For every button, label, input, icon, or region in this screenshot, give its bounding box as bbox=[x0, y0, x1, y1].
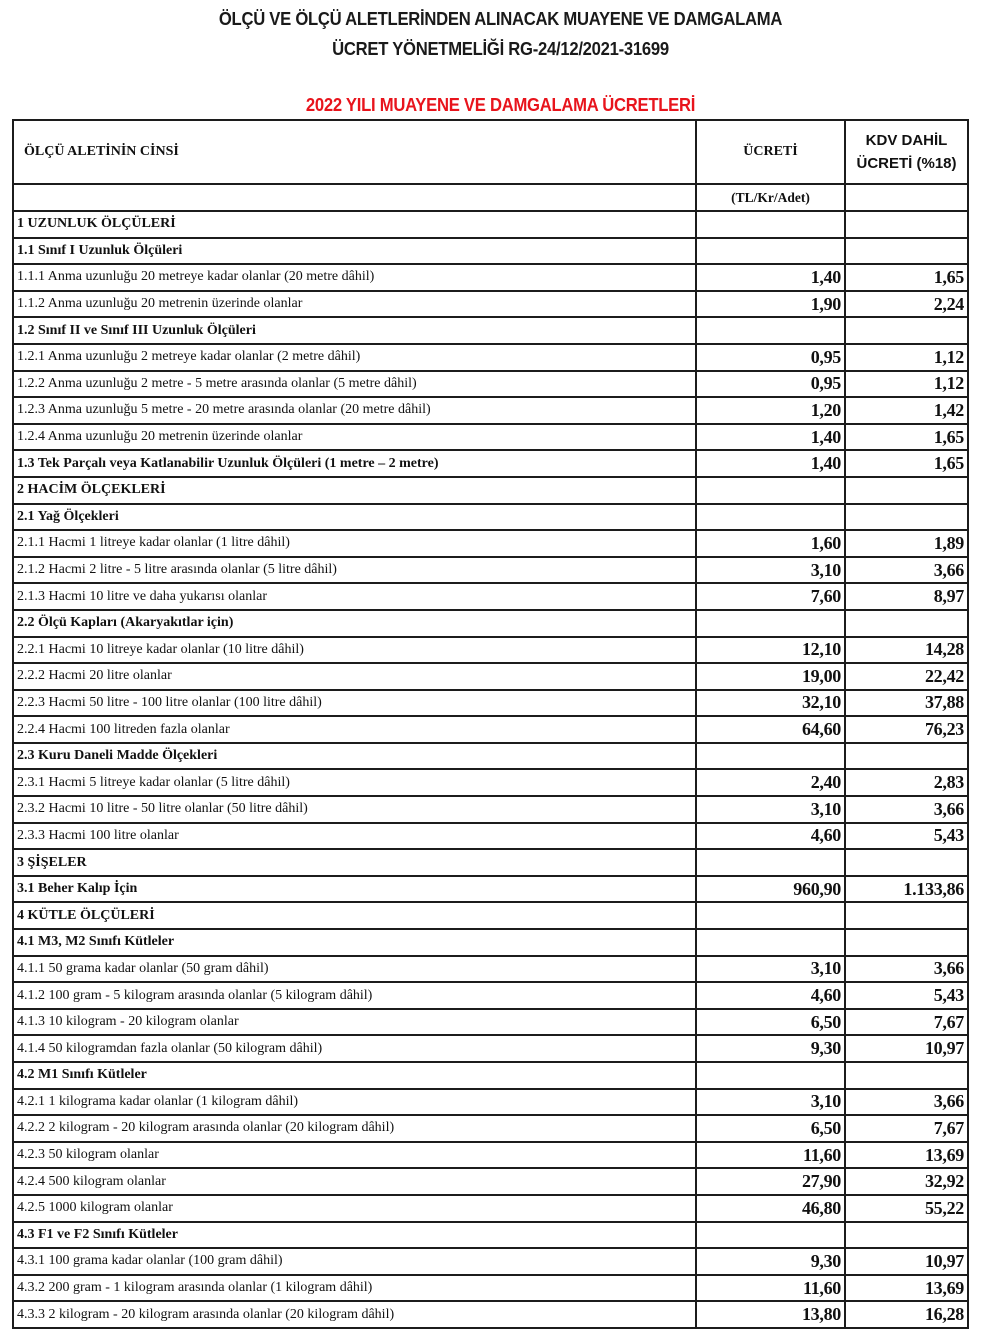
row-price: 1,40 bbox=[696, 450, 845, 477]
row-price-with-vat: 5,43 bbox=[845, 823, 968, 850]
row-description: 3.1 Beher Kalıp İçin bbox=[13, 876, 696, 903]
row-price-with-vat: 13,69 bbox=[845, 1142, 968, 1169]
table-row bbox=[13, 1301, 968, 1328]
row-price-with-vat: 2,83 bbox=[845, 769, 968, 796]
row-price-with-vat bbox=[845, 317, 968, 344]
row-price bbox=[696, 211, 845, 238]
table-row bbox=[13, 796, 968, 823]
table-row bbox=[13, 1195, 968, 1222]
fee-table-body bbox=[13, 211, 968, 1328]
table-row bbox=[13, 823, 968, 850]
table-row bbox=[13, 1275, 968, 1302]
table-row bbox=[13, 769, 968, 796]
row-price-with-vat: 7,67 bbox=[845, 1009, 968, 1036]
row-price: 1,40 bbox=[696, 264, 845, 291]
row-description: 4.3 F1 ve F2 Sınıfı Kütleler bbox=[13, 1222, 696, 1249]
row-price: 32,10 bbox=[696, 690, 845, 717]
row-price-with-vat: 3,66 bbox=[845, 956, 968, 983]
row-description: 4.2.4 500 kilogram olanlar bbox=[13, 1168, 696, 1195]
row-price: 1,60 bbox=[696, 530, 845, 557]
table-row bbox=[13, 557, 968, 584]
row-price-with-vat: 5,43 bbox=[845, 982, 968, 1009]
row-price-with-vat: 76,23 bbox=[845, 716, 968, 743]
column-header-kdv bbox=[845, 120, 968, 184]
row-price-with-vat: 14,28 bbox=[845, 637, 968, 664]
row-description: 2.3.1 Hacmi 5 litreye kadar olanlar (5 litre dâhil) bbox=[13, 769, 696, 796]
column-header-price: ÜCRETİ bbox=[696, 120, 845, 184]
row-description: 1.3 Tek Parçalı veya Katlanabilir Uzunluk Ölçüleri (1 metre – 2 metre) bbox=[13, 450, 696, 477]
row-price bbox=[696, 477, 845, 504]
row-price: 11,60 bbox=[696, 1275, 845, 1302]
header-row bbox=[13, 120, 968, 184]
row-price-with-vat: 2,24 bbox=[845, 291, 968, 318]
row-price-with-vat bbox=[845, 902, 968, 929]
row-price-with-vat: 1,89 bbox=[845, 530, 968, 557]
row-price: 4,60 bbox=[696, 982, 845, 1009]
row-price: 13,80 bbox=[696, 1301, 845, 1328]
row-description: 3 ŞİŞELER bbox=[13, 849, 696, 876]
table-row bbox=[13, 716, 968, 743]
row-price-with-vat bbox=[845, 849, 968, 876]
row-price-with-vat bbox=[845, 477, 968, 504]
table-row bbox=[13, 344, 968, 371]
row-price: 1,20 bbox=[696, 397, 845, 424]
table-section-row bbox=[13, 743, 968, 770]
row-price: 6,50 bbox=[696, 1115, 845, 1142]
row-price: 960,90 bbox=[696, 876, 845, 903]
row-description: 4.1.3 10 kilogram - 20 kilogram olanlar bbox=[13, 1009, 696, 1036]
table-section-row bbox=[13, 1222, 968, 1249]
table-row bbox=[13, 1089, 968, 1116]
table-row bbox=[13, 982, 968, 1009]
row-description: 4.3.2 200 gram - 1 kilogram arasında olanlar (1 kilogram dâhil) bbox=[13, 1275, 696, 1302]
table-row bbox=[13, 956, 968, 983]
row-price: 9,30 bbox=[696, 1035, 845, 1062]
row-price-with-vat: 1,12 bbox=[845, 371, 968, 398]
table-row bbox=[13, 1248, 968, 1275]
row-description: 4.2.3 50 kilogram olanlar bbox=[13, 1142, 696, 1169]
row-price: 12,10 bbox=[696, 637, 845, 664]
row-price bbox=[696, 902, 845, 929]
row-price: 3,10 bbox=[696, 557, 845, 584]
row-price: 2,40 bbox=[696, 769, 845, 796]
row-price-with-vat bbox=[845, 929, 968, 956]
row-description: 4.2.5 1000 kilogram olanlar bbox=[13, 1195, 696, 1222]
table-row bbox=[13, 264, 968, 291]
kdv-header-line2: ÜCRETİ (%18) bbox=[856, 155, 957, 172]
row-price: 3,10 bbox=[696, 796, 845, 823]
table-section-row bbox=[13, 504, 968, 531]
table-row bbox=[13, 1168, 968, 1195]
row-price-with-vat bbox=[845, 504, 968, 531]
kdv-header-line1: KDV DAHİL bbox=[865, 132, 948, 149]
row-price-with-vat: 1,42 bbox=[845, 397, 968, 424]
table-section-row bbox=[13, 902, 968, 929]
row-price bbox=[696, 1062, 845, 1089]
row-price bbox=[696, 610, 845, 637]
row-description: 2.1.1 Hacmi 1 litreye kadar olanlar (1 litre dâhil) bbox=[13, 530, 696, 557]
row-price-with-vat bbox=[845, 1222, 968, 1249]
row-price bbox=[696, 238, 845, 265]
row-description: 1.2.3 Anma uzunluğu 5 metre - 20 metre arasında olanlar (20 metre dâhil) bbox=[13, 397, 696, 424]
row-description: 2.2.3 Hacmi 50 litre - 100 litre olanlar (100 litre dâhil) bbox=[13, 690, 696, 717]
row-price-with-vat: 1,65 bbox=[845, 264, 968, 291]
row-description: 1.2.4 Anma uzunluğu 20 metrenin üzerinde olanlar bbox=[13, 424, 696, 451]
row-price: 0,95 bbox=[696, 344, 845, 371]
table-row bbox=[13, 1142, 968, 1169]
table-row bbox=[13, 663, 968, 690]
row-price bbox=[696, 317, 845, 344]
row-price: 46,80 bbox=[696, 1195, 845, 1222]
row-price-with-vat: 3,66 bbox=[845, 796, 968, 823]
row-description: 2.2.1 Hacmi 10 litreye kadar olanlar (10 litre dâhil) bbox=[13, 637, 696, 664]
row-price-with-vat: 32,92 bbox=[845, 1168, 968, 1195]
table-row bbox=[13, 371, 968, 398]
table-row bbox=[13, 637, 968, 664]
row-description: 4.1.4 50 kilogramdan fazla olanlar (50 kilogram dâhil) bbox=[13, 1035, 696, 1062]
row-price-with-vat: 10,97 bbox=[845, 1035, 968, 1062]
unit-label: (TL/Kr/Adet) bbox=[696, 184, 845, 211]
table-section-row bbox=[13, 477, 968, 504]
row-description: 2.2.2 Hacmi 20 litre olanlar bbox=[13, 663, 696, 690]
row-description: 1.1.1 Anma uzunluğu 20 metreye kadar olanlar (20 metre dâhil) bbox=[13, 264, 696, 291]
unit-row bbox=[13, 184, 968, 211]
row-price: 3,10 bbox=[696, 956, 845, 983]
document-subtitle: 2022 YILI MUAYENE VE DAMGALAMA ÜCRETLERİ bbox=[305, 94, 696, 115]
table-section-row bbox=[13, 317, 968, 344]
row-price-with-vat: 1,12 bbox=[845, 344, 968, 371]
row-description: 4.2.1 1 kilograma kadar olanlar (1 kilogram dâhil) bbox=[13, 1089, 696, 1116]
row-description: 4.1.2 100 gram - 5 kilogram arasında olanlar (5 kilogram dâhil) bbox=[13, 982, 696, 1009]
row-price-with-vat: 1,65 bbox=[845, 424, 968, 451]
unit-empty-cell bbox=[13, 184, 696, 211]
row-price: 64,60 bbox=[696, 716, 845, 743]
row-description: 4.2 M1 Sınıfı Kütleler bbox=[13, 1062, 696, 1089]
table-row bbox=[13, 690, 968, 717]
row-description: 1.2.2 Anma uzunluğu 2 metre - 5 metre arasında olanlar (5 metre dâhil) bbox=[13, 371, 696, 398]
row-description: 1.1.2 Anma uzunluğu 20 metrenin üzerinde olanlar bbox=[13, 291, 696, 318]
row-description: 1 UZUNLUK ÖLÇÜLERİ bbox=[13, 211, 696, 238]
row-price: 9,30 bbox=[696, 1248, 845, 1275]
row-price-with-vat: 16,28 bbox=[845, 1301, 968, 1328]
document-title-line1: ÖLÇÜ VE ÖLÇÜ ALETLERİNDEN ALINACAK MUAYENE VE DAMGALAMA bbox=[218, 8, 783, 29]
document-title-line2: ÜCRET YÖNETMELİĞİ RG-24/12/2021-31699 bbox=[332, 38, 669, 59]
row-price-with-vat: 22,42 bbox=[845, 663, 968, 690]
row-description: 1.2 Sınıf II ve Sınıf III Uzunluk Ölçüleri bbox=[13, 317, 696, 344]
table-section-row bbox=[13, 876, 968, 903]
row-price-with-vat: 3,66 bbox=[845, 557, 968, 584]
table-row bbox=[13, 1035, 968, 1062]
row-price: 0,95 bbox=[696, 371, 845, 398]
table-row bbox=[13, 530, 968, 557]
row-description: 2.1.2 Hacmi 2 litre - 5 litre arasında olanlar (5 litre dâhil) bbox=[13, 557, 696, 584]
row-price-with-vat: 7,67 bbox=[845, 1115, 968, 1142]
unit-empty-cell bbox=[845, 184, 968, 211]
row-description: 4.3.1 100 grama kadar olanlar (100 gram dâhil) bbox=[13, 1248, 696, 1275]
row-price-with-vat: 3,66 bbox=[845, 1089, 968, 1116]
table-row bbox=[13, 397, 968, 424]
table-section-row bbox=[13, 929, 968, 956]
row-price-with-vat: 8,97 bbox=[845, 583, 968, 610]
table-section-row bbox=[13, 450, 968, 477]
row-price: 6,50 bbox=[696, 1009, 845, 1036]
table-row bbox=[13, 583, 968, 610]
row-price bbox=[696, 504, 845, 531]
table-section-row bbox=[13, 1062, 968, 1089]
row-price: 19,00 bbox=[696, 663, 845, 690]
row-description: 4 KÜTLE ÖLÇÜLERİ bbox=[13, 902, 696, 929]
row-description: 1.1 Sınıf I Uzunluk Ölçüleri bbox=[13, 238, 696, 265]
row-price-with-vat: 37,88 bbox=[845, 690, 968, 717]
row-description: 4.1 M3, M2 Sınıfı Kütleler bbox=[13, 929, 696, 956]
row-description: 2.1 Yağ Ölçekleri bbox=[13, 504, 696, 531]
row-price: 3,10 bbox=[696, 1089, 845, 1116]
row-price: 11,60 bbox=[696, 1142, 845, 1169]
row-description: 2.3.3 Hacmi 100 litre olanlar bbox=[13, 823, 696, 850]
row-price-with-vat: 55,22 bbox=[845, 1195, 968, 1222]
fee-table bbox=[12, 119, 969, 1329]
row-price-with-vat: 10,97 bbox=[845, 1248, 968, 1275]
row-price bbox=[696, 743, 845, 770]
row-price bbox=[696, 1222, 845, 1249]
table-row bbox=[13, 424, 968, 451]
row-price-with-vat bbox=[845, 211, 968, 238]
table-section-row bbox=[13, 849, 968, 876]
row-price-with-vat bbox=[845, 610, 968, 637]
row-price bbox=[696, 849, 845, 876]
row-description: 4.3.3 2 kilogram - 20 kilogram arasında olanlar (20 kilogram dâhil) bbox=[13, 1301, 696, 1328]
table-row bbox=[13, 1115, 968, 1142]
row-description: 2.2 Ölçü Kapları (Akaryakıtlar için) bbox=[13, 610, 696, 637]
table-row bbox=[13, 1009, 968, 1036]
row-description: 1.2.1 Anma uzunluğu 2 metreye kadar olanlar (2 metre dâhil) bbox=[13, 344, 696, 371]
row-description: 2.2.4 Hacmi 100 litreden fazla olanlar bbox=[13, 716, 696, 743]
row-price: 27,90 bbox=[696, 1168, 845, 1195]
row-price-with-vat bbox=[845, 743, 968, 770]
table-section-row bbox=[13, 610, 968, 637]
row-description: 2.3 Kuru Daneli Madde Ölçekleri bbox=[13, 743, 696, 770]
row-price-with-vat: 1,65 bbox=[845, 450, 968, 477]
row-description: 2 HACİM ÖLÇEKLERİ bbox=[13, 477, 696, 504]
row-price: 1,40 bbox=[696, 424, 845, 451]
row-price: 7,60 bbox=[696, 583, 845, 610]
row-description: 2.1.3 Hacmi 10 litre ve daha yukarısı olanlar bbox=[13, 583, 696, 610]
row-description: 2.3.2 Hacmi 10 litre - 50 litre olanlar (50 litre dâhil) bbox=[13, 796, 696, 823]
row-price-with-vat bbox=[845, 1062, 968, 1089]
row-price: 4,60 bbox=[696, 823, 845, 850]
table-section-row bbox=[13, 238, 968, 265]
column-header-name: ÖLÇÜ ALETİNİN CİNSİ bbox=[13, 120, 696, 184]
row-price: 1,90 bbox=[696, 291, 845, 318]
table-row bbox=[13, 291, 968, 318]
row-description: 4.1.1 50 grama kadar olanlar (50 gram dâhil) bbox=[13, 956, 696, 983]
row-price bbox=[696, 929, 845, 956]
row-price-with-vat: 1.133,86 bbox=[845, 876, 968, 903]
table-section-row bbox=[13, 211, 968, 238]
row-description: 4.2.2 2 kilogram - 20 kilogram arasında olanlar (20 kilogram dâhil) bbox=[13, 1115, 696, 1142]
row-price-with-vat: 13,69 bbox=[845, 1275, 968, 1302]
row-price-with-vat bbox=[845, 238, 968, 265]
